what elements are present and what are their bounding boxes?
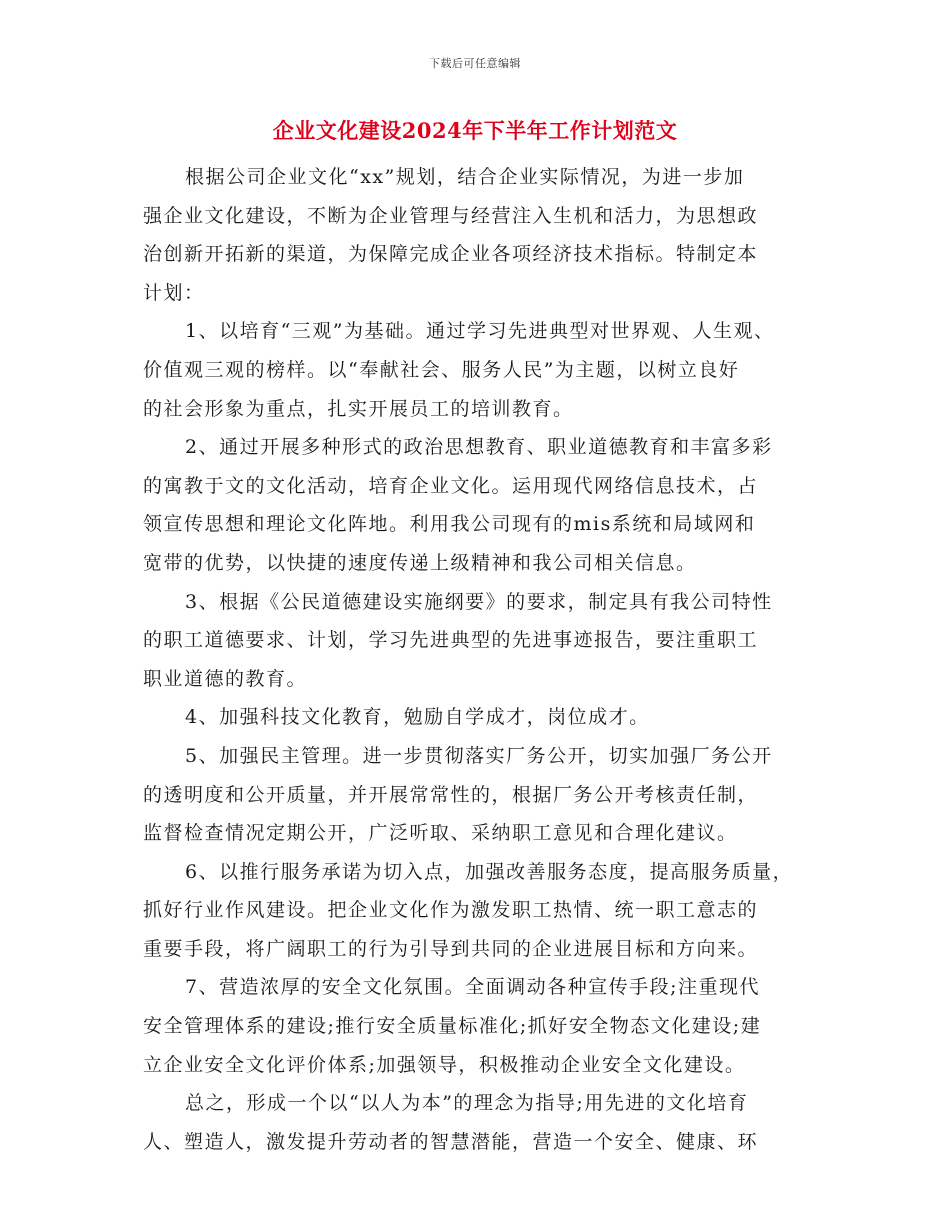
paragraph-line: 强企业文化建设，不断为企业管理与经营注入生机和活力，为思想政: [143, 204, 759, 227]
paragraph-line: 抓好行业作风建设。把企业文化作为激发职工热情、统一职工意志的: [143, 899, 759, 922]
paragraph-line: 总之，形成一个以“以人为本”的理念为指导;用先进的文化培育: [185, 1092, 749, 1115]
paragraph: [143, 312, 823, 428]
paragraph-line: 立企业安全文化评价体系;加强领导，积极推动企业安全文化建设。: [143, 1053, 746, 1076]
paragraph-line: 计划：: [143, 281, 205, 304]
paragraph-line: 重要手段，将广阔职工的行为引导到共同的企业进展目标和方向来。: [143, 937, 759, 960]
paragraph-line: 宽带的优势，以快捷的速度传递上级精神和我公司相关信息。: [143, 551, 697, 574]
paragraph-line: 的职工道德要求、计划，学习先进典型的先进事迹报告，要注重职工: [143, 629, 759, 652]
document-body: [143, 158, 823, 1161]
paragraph: [143, 583, 823, 699]
paragraph: [143, 968, 823, 1084]
paragraph-line: 职业道德的教育。: [143, 667, 308, 690]
paragraph: [143, 158, 823, 312]
paragraph-line: 6、以推行服务承诺为切入点，加强改善服务态度，提高服务质量，: [185, 860, 794, 883]
paragraph-line: 的寓教于文的文化活动，培育企业文化。运用现代网络信息技术，占: [143, 474, 759, 497]
paragraph-line: 人、塑造人，激发提升劳动者的智慧潜能，营造一个安全、健康、环: [143, 1130, 759, 1153]
paragraph-line: 4、加强科技文化教育，勉励自学成才，岗位成才。: [185, 706, 650, 729]
paragraph-line: 安全管理体系的建设;推行安全质量标准化;抓好安全物态文化建设;建: [143, 1015, 762, 1038]
paragraph-line: 7、营造浓厚的安全文化氛围。全面调动各种宣传手段;注重现代: [185, 976, 760, 999]
paragraph-line: 价值观三观的榜样。以“奉献社会、服务人民”为主题，以树立良好: [143, 358, 740, 381]
paragraph-line: 监督检查情况定期公开，广泛听取、采纳职工意见和合理化建议。: [143, 822, 738, 845]
paragraph-line: 5、加强民主管理。进一步贯彻落实厂务公开，切实加强厂务公开: [185, 744, 773, 767]
paragraph: [143, 853, 823, 969]
paragraph-line: 领宣传思想和理论文化阵地。利用我公司现有的mis系统和局域网和: [143, 513, 756, 536]
paragraph: [143, 428, 823, 582]
download-note: 下载后可任意编辑: [429, 57, 521, 70]
paragraph: [143, 698, 823, 737]
paragraph-line: 2、通过开展多种形式的政治思想教育、职业道德教育和丰富多彩: [185, 436, 773, 459]
paragraph: [143, 737, 823, 853]
paragraph-line: 3、根据《公民道德建设实施纲要》的要求，制定具有我公司特性: [185, 590, 773, 613]
paragraph-line: 的透明度和公开质量，并开展常常性的，根据厂务公开考核责任制，: [143, 783, 759, 806]
paragraph-line: 根据公司企业文化“xx”规划，结合企业实际情况，为进一步加: [185, 166, 745, 188]
paragraph-line: 治创新开拓新的渠道，为保障完成企业各项经济技术指标。特制定本: [143, 243, 759, 266]
paragraph-line: 1、以培育“三观”为基础。通过学习先进典型对世界观、人生观、: [185, 320, 775, 343]
document-title: 企业文化建设2024年下半年工作计划范文: [272, 118, 678, 143]
paragraph-line: 的社会形象为重点，扎实开展员工的培训教育。: [143, 397, 574, 420]
paragraph: [143, 1084, 823, 1161]
